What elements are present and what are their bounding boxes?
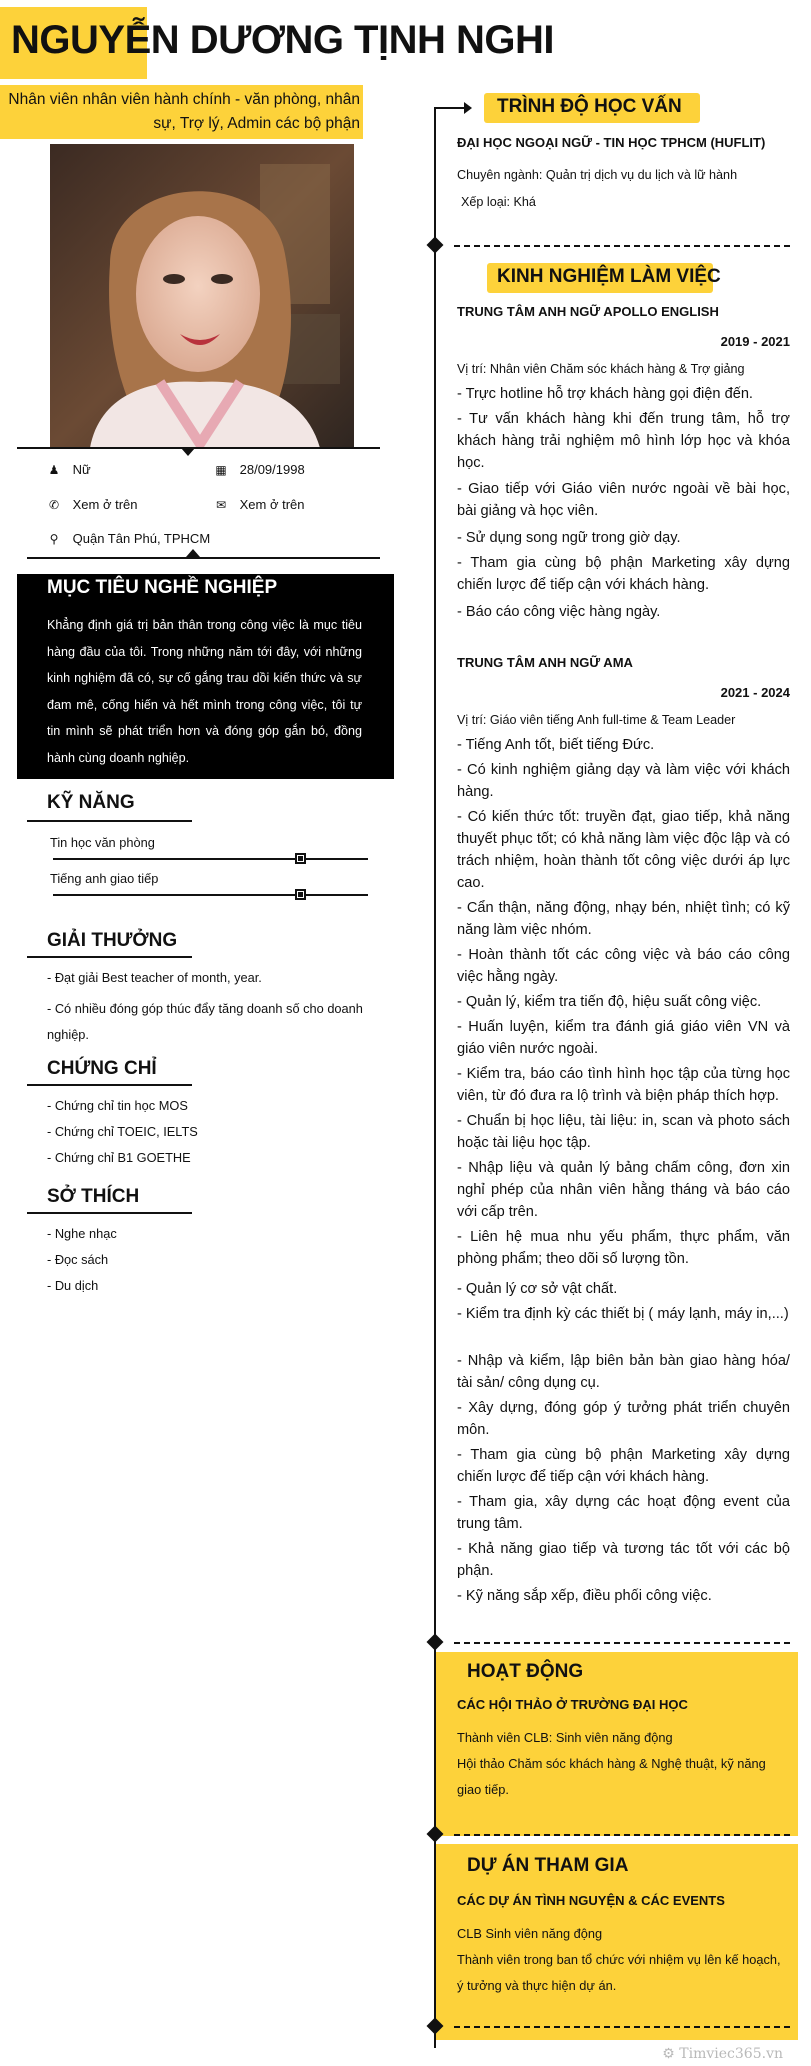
location-pin-icon: ⚲ <box>49 532 59 546</box>
job-bullet: - Kỹ năng sắp xếp, điều phối công việc. <box>457 1588 712 1604</box>
hobbies-title: SỞ THÍCH <box>47 1186 140 1207</box>
job-bullet: - Tham gia cùng bộ phận Marketing xây dựng chiến lược để tiếp cận với khách hàng. <box>457 1447 790 1485</box>
job-bullet: - Có kiến thức tốt: truyền đạt, giao tiếp, khả năng thuyết phục tốt; có khả năng làm việc độc lập và có trách nhiệm, hoàn thành tốt công việc dưới áp lực cao. <box>457 809 790 891</box>
certificate-item: - Chứng chỉ B1 GOETHE <box>47 1150 191 1165</box>
awards-underline <box>27 956 192 958</box>
gender-item <box>45 462 91 477</box>
job-bullet: - Khả năng giao tiếp và tương tác tốt với các bộ phận. <box>457 1541 790 1579</box>
job-bullet: - Liên hệ mua nhu yếu phẩm, thực phẩm, văn phòng phẩm; theo dõi số lượng tồn. <box>457 1229 790 1267</box>
job-bullet: - Tham gia, xây dựng các hoạt động event của trung tâm. <box>457 1494 790 1532</box>
email-item <box>212 497 305 512</box>
job-period: 2019 - 2021 <box>720 334 790 349</box>
award-item: - Có nhiều đóng góp thúc đẩy tăng doanh số cho doanh nghiệp. <box>47 1001 363 1042</box>
certificate-item: - Chứng chỉ TOEIC, IELTS <box>47 1124 198 1139</box>
desired-position: Nhân viên nhân viên hành chính - văn phòng, nhân sự, Trợ lý, Admin các bộ phận <box>8 91 360 132</box>
job-bullet: - Nhập liệu và quản lý bảng chấm công, đơn xin nghỉ phép của nhân viên hằng tháng và báo cáo với cấp trên. <box>457 1160 790 1220</box>
email-icon: ✉ <box>215 498 227 512</box>
skills-underline <box>27 820 192 822</box>
candidate-name: NGUYỄN DƯƠNG TỊNH NGHI <box>11 18 554 62</box>
divider-marker <box>186 549 200 557</box>
job-bullet: - Tư vấn khách hàng khi đến trung tâm, hỗ trợ khách hàng trải nghiệm mô hình lớp học và khóa học. <box>457 411 790 471</box>
experience-title: KINH NGHIỆM LÀM VIỆC <box>497 266 721 287</box>
job-bullet: - Kiểm tra, báo cáo tình hình học tập của từng học viên, từ đó đưa ra lộ trình và biện pháp thích hợp. <box>457 1066 790 1104</box>
phone-icon: ✆ <box>48 498 60 512</box>
projects-line: Thành viên trong ban tổ chức với nhiệm vụ lên kế hoạch, ý tưởng và thực hiện dự án. <box>457 1952 781 1993</box>
timeline-diamond <box>427 237 444 254</box>
job-bullet: - Huấn luyện, kiểm tra đánh giá giáo viên VN và giáo viên nước ngoài. <box>457 1019 790 1057</box>
activities-line: Hội thảo Chăm sóc khách hàng & Nghệ thuật, kỹ năng giao tiếp. <box>457 1756 766 1797</box>
activities-org: CÁC HỘI THẢO Ở TRƯỜNG ĐẠI HỌC <box>457 1697 688 1712</box>
hobby-item: - Đọc sách <box>47 1252 109 1267</box>
skills-title: KỸ NĂNG <box>47 792 135 813</box>
dashed-divider <box>454 1642 790 1644</box>
watermark-text: Timviec365.vn <box>679 2046 783 2062</box>
portrait-photo-icon <box>50 144 354 448</box>
job-company: TRUNG TÂM ANH NGỮ APOLLO ENGLISH <box>457 304 719 319</box>
birthday-item <box>212 462 305 477</box>
hobby-item: - Du dịch <box>47 1278 99 1293</box>
dashed-divider <box>454 245 790 247</box>
phone-item <box>45 497 138 512</box>
birthday-value: 28/09/1998 <box>239 462 305 477</box>
certificate-item: - Chứng chỉ tin học MOS <box>47 1098 188 1113</box>
award-item: - Đạt giải Best teacher of month, year. <box>47 970 262 985</box>
job-bullet: - Chuẩn bị học liệu, tài liệu: in, scan và photo sách hoặc tài liệu học tập. <box>457 1113 790 1151</box>
skill-level-marker <box>295 853 306 864</box>
hobbies-underline <box>27 1212 192 1214</box>
projects-title: DỰ ÁN THAM GIA <box>467 1855 629 1876</box>
education-major: Chuyên ngành: Quản trị dịch vụ du lịch và lữ hành <box>457 168 738 182</box>
job-bullet: - Tiếng Anh tốt, biết tiếng Đức. <box>457 737 655 753</box>
job-bullet: - Có kinh nghiệm giảng dạy và làm việc với khách hàng. <box>457 762 790 800</box>
job-bullet: - Giao tiếp với Giáo viên nước ngoài về bài học, bài giảng và học viên. <box>457 481 790 519</box>
job-company: TRUNG TÂM ANH NGỮ AMA <box>457 655 633 670</box>
job-bullet <box>457 1278 790 1300</box>
skill-label: Tiếng anh giao tiếp <box>50 871 159 886</box>
logo-icon: ⚙ <box>662 2046 675 2062</box>
timeline-diamond <box>427 1634 444 1651</box>
activities-line: Thành viên CLB: Sinh viên năng động <box>457 1730 673 1745</box>
objective-text: Khẳng định giá trị bản thân trong công việc là mục tiêu hàng đầu của tôi. Trong những năm tới đây, với những kinh nghiệm đã có, sự cố gắng trau dồi kiến thức và sự đam mê, cống hiến và hết mình trong công việc, tôi tự tin mình sẽ phát triển hơn và đóng góp gắn bó, đồng hành cùng doanh nghiệp. <box>47 618 362 765</box>
timeline-arrow-stem <box>434 107 464 109</box>
projects-line: CLB Sinh viên năng động <box>457 1926 603 1941</box>
education-grade: Xếp loại: Khá <box>461 195 536 209</box>
job-bullet: - Cẩn thận, năng động, nhạy bén, nhiệt tình; có kỹ năng làm việc nhóm. <box>457 900 790 938</box>
skill-bar <box>53 858 368 860</box>
education-school: ĐẠI HỌC NGOẠI NGỮ - TIN HỌC TPHCM (HUFLIT) <box>457 135 766 150</box>
job-bullet: - Trực hotline hỗ trợ khách hàng gọi điện đến. <box>457 386 753 402</box>
job-bullet-text: - Quản lý cơ sở vật chất. <box>457 1281 618 1297</box>
contact-bottom-divider <box>27 557 380 559</box>
arrow-right-icon <box>464 102 472 114</box>
hobby-item: - Nghe nhạc <box>47 1226 117 1241</box>
certificates-underline <box>27 1084 192 1086</box>
skill-bar <box>53 894 368 896</box>
watermark <box>662 2046 783 2062</box>
calendar-icon: ▦ <box>215 463 227 477</box>
job-role: Vị trí: Nhân viên Chăm sóc khách hàng & Trợ giảng <box>457 362 745 376</box>
education-title: TRÌNH ĐỘ HỌC VẤN <box>497 96 682 117</box>
certificates-title: CHỨNG CHỈ <box>47 1058 157 1079</box>
email-value: Xem ở trên <box>239 497 305 512</box>
avatar <box>50 144 354 448</box>
activities-title: HOẠT ĐỘNG <box>467 1661 584 1682</box>
skill-label: Tin học văn phòng <box>50 835 155 850</box>
job-bullet: - Báo cáo công việc hàng ngày. <box>457 604 661 620</box>
skill-level-marker <box>295 889 306 900</box>
address-value: Quận Tân Phú, TPHCM <box>72 531 211 546</box>
job-bullet: - Kiểm tra định kỳ các thiết bị ( máy lạnh, máy in,...) <box>457 1306 789 1322</box>
objective-title: MỤC TIÊU NGHỀ NGHIỆP <box>47 577 278 598</box>
job-period: 2021 - 2024 <box>720 685 790 700</box>
projects-org: CÁC DỰ ÁN TÌNH NGUYỆN & CÁC EVENTS <box>457 1893 725 1908</box>
contact-top-divider <box>17 447 380 449</box>
awards-title: GIẢI THƯỞNG <box>47 930 178 951</box>
address-item <box>45 531 210 546</box>
job-bullet: - Sử dụng song ngữ trong giờ dạy. <box>457 530 681 546</box>
dashed-divider <box>454 2026 790 2028</box>
divider-marker <box>181 448 195 456</box>
job-bullet: - Tham gia cùng bộ phận Marketing xây dựng chiến lược để tiếp cận với khách hàng. <box>457 555 790 593</box>
job-bullet: - Hoàn thành tốt các công việc và báo cáo công việc hằng ngày. <box>457 947 790 985</box>
job-bullet: - Nhập và kiểm, lập biên bản bàn giao hàng hóa/ tài sản/ công dụng cụ. <box>457 1353 790 1391</box>
gender-value: Nữ <box>72 462 91 477</box>
phone-value: Xem ở trên <box>72 497 138 512</box>
person-icon: ♟ <box>48 463 60 477</box>
job-role: Vị trí: Giáo viên tiếng Anh full-time & Team Leader <box>457 713 736 727</box>
dashed-divider <box>454 1834 790 1836</box>
job-bullet: - Quản lý, kiểm tra tiến độ, hiệu suất công việc. <box>457 994 762 1010</box>
job-bullet: - Xây dựng, đóng góp ý tưởng phát triển chuyên môn. <box>457 1400 790 1438</box>
